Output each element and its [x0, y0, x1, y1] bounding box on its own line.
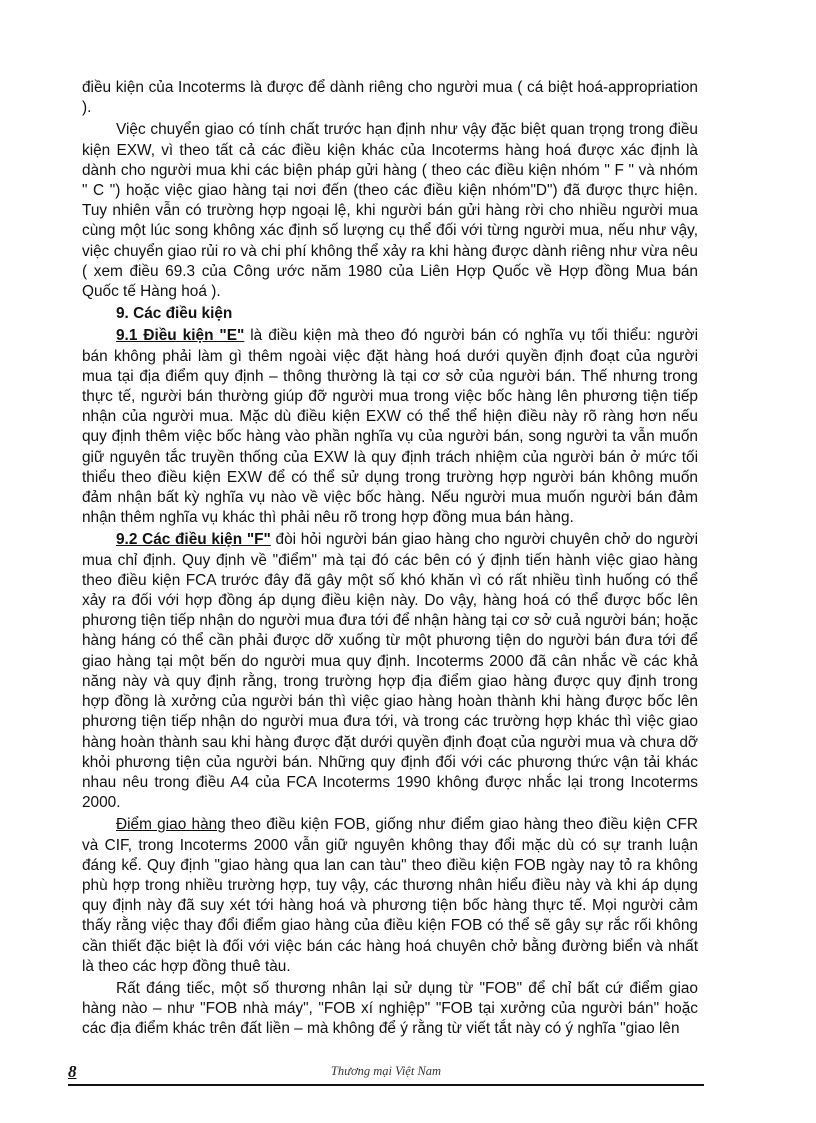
subsection-title-9-2: 9.2 Các điều kiện "F"	[116, 531, 271, 549]
paragraph-continuation: điều kiện của Incoterms là được để dành riêng cho người mua ( cá biệt hoá-appropriation ).	[82, 79, 698, 117]
running-title: Thương mại Việt Nam	[330, 1064, 442, 1078]
paragraph-transfer: Việc chuyển giao có tính chất trước hạn định như vậy đặc biệt quan trọng trong điều kiện EXW, vì theo tất cả các điều kiện khác của Incoterms hàng hoá được xác định là dành cho người mua khi các biện pháp gửi hàng ( theo các điều kiện nhóm " F " và nhóm " C ") hoặc việc giao hàng tại nơi đến (theo các điều kiện nhóm"D") đã được thực hiện. Tuy nhiên vẫn có trường hợp ngoại lệ, khi người bán gửi hàng rời cho nhiều người mua cùng một lúc song không xác định số lượng cụ thể đối với từng người mua, nếu như vậy, việc chuyển giao rủi ro và chi phí không thể xảy ra khi hàng được dành riêng như vừa nêu ( xem điều 69.3 của Công ước năm 1980 của Liên Hợp Quốc về Hợp đồng Mua bán Quốc tế Hàng hoá ).	[82, 121, 698, 301]
paragraph-9-2	[82, 530, 698, 813]
subsection-title-9-1: 9.1 Điều kiện "E"	[116, 327, 245, 345]
section-heading: 9. Các điều kiện	[116, 305, 233, 323]
subsection-text-9-1: là điều kiện mà theo đó người bán có nghĩa vụ tối thiểu: người bán không phải làm gì thêm ngoài việc đặt hàng hoá dưới quyền định đoạt của người mua tại địa điểm quy định – thông thường là tại cơ sở của người bán. Thế nhưng trong thực tế, người bán thường giúp đỡ người mua trong việc bốc hàng lên phương tiện tiếp nhận của người mua. Mặc dù điều kiện EXW có thể thể hiện điều này rõ ràng hơn nếu quy định thêm việc bốc hàng vào phần nghĩa vụ của người bán, song người ta vẫn muốn giữ nguyên tắc truyền thống của EXW là quy định trách nhiệm của người bán ở mức tối thiểu theo điều kiện EXW để có thể sử dụng trong trường hợp người bán không muốn đảm nhận bất kỳ nghĩa vụ nào về việc bốc hàng. Nếu người mua muốn người bán đảm nhận thêm nghĩa vụ khác thì phải nêu rõ trong hợp đồng mua bán hàng.	[82, 327, 698, 527]
fob-delivery-point-text: theo điều kiện FOB, giống như điểm giao hàng theo điều kiện CFR và CIF, trong Incoterms 2000 vẫn giữ nguyên không thay đổi mặc dù có sự tranh luận đáng kể. Quy định "giao hàng qua lan can tàu" theo điều kiện FOB ngày nay tỏ ra không phù hợp trong nhiều trường hợp, tuy vậy, các thương nhân hiểu điều này và khi áp dụng quy định này đã suy xét tới hàng hoá và phương tiện bốc hàng thực tế. Mọi người cảm thấy rằng việc thay đổi điểm giao hàng của điều kiện FOB có thể sẽ gây sự rắc rối không cần thiết đặc biệt là đối với việc bán các hàng hoá chuyên chở bằng đường biển và nhất là theo các hợp đồng thuê tàu.	[82, 816, 698, 975]
paragraph-fob-misuse: Rất đáng tiếc, một số thương nhân lại sử dụng từ "FOB" để chỉ bất cứ điểm giao hàng nào – như "FOB nhà máy", "FOB xí nghiệp" "FOB tại xưởng của người bán" hoặc các địa điểm khác trên đất liền – mà không để ý rằng từ viết tắt này có ý nghĩa "giao lên	[82, 979, 698, 1038]
paragraph-9-1	[82, 326, 698, 528]
page-footer	[68, 1062, 704, 1086]
document-page	[82, 78, 698, 1040]
paragraph-fob-delivery-point	[82, 815, 698, 977]
subsection-text-9-2: đòi hỏi người bán giao hàng cho người chuyên chở do người mua chỉ định. Quy định về "điểm" mà tại đó các bên có ý định tiến hành việc giao hàng theo điều kiện FCA trước đây đã gây một số khó khăn vì có rất nhiều tình huống có thể xảy ra đối với hợp đồng áp dụng điều kiện này. Do vậy, hàng hoá có thể được bốc lên phương tiện tiếp nhận do người mua đưa tới để nhận hàng tại cơ sở cuả người bán; hoặc hàng háng có thể cần phải được dỡ xuống từ một phương tiện do người bán đưa tới để giao hàng tại một bến do người mua quy định. Incoterms 2000 đã cân nhắc về các khả năng này và quy định rằng, trong trường hợp địa điểm giao hàng được quy định trong hợp đồng là xưởng của người bán thì việc giao hàng hoàn thành khi hàng được bốc lên phương tiện tiếp nhận do người mua đưa tới, và trong các trường hợp khác thì việc giao hàng hoàn thành sau khi hàng được đặt dưới quyền định đoạt của người mua và chưa dỡ khỏi phương tiện của người bán. Những quy định đối với các phương thức vận tải khác nhau nêu trong điều A4 của FCA Incoterms 1990 không được nhắc lại trong Incoterms 2000.	[82, 531, 698, 812]
page-number: 8	[68, 1062, 77, 1081]
fob-delivery-point-term: Điểm giao hàng	[116, 816, 226, 834]
